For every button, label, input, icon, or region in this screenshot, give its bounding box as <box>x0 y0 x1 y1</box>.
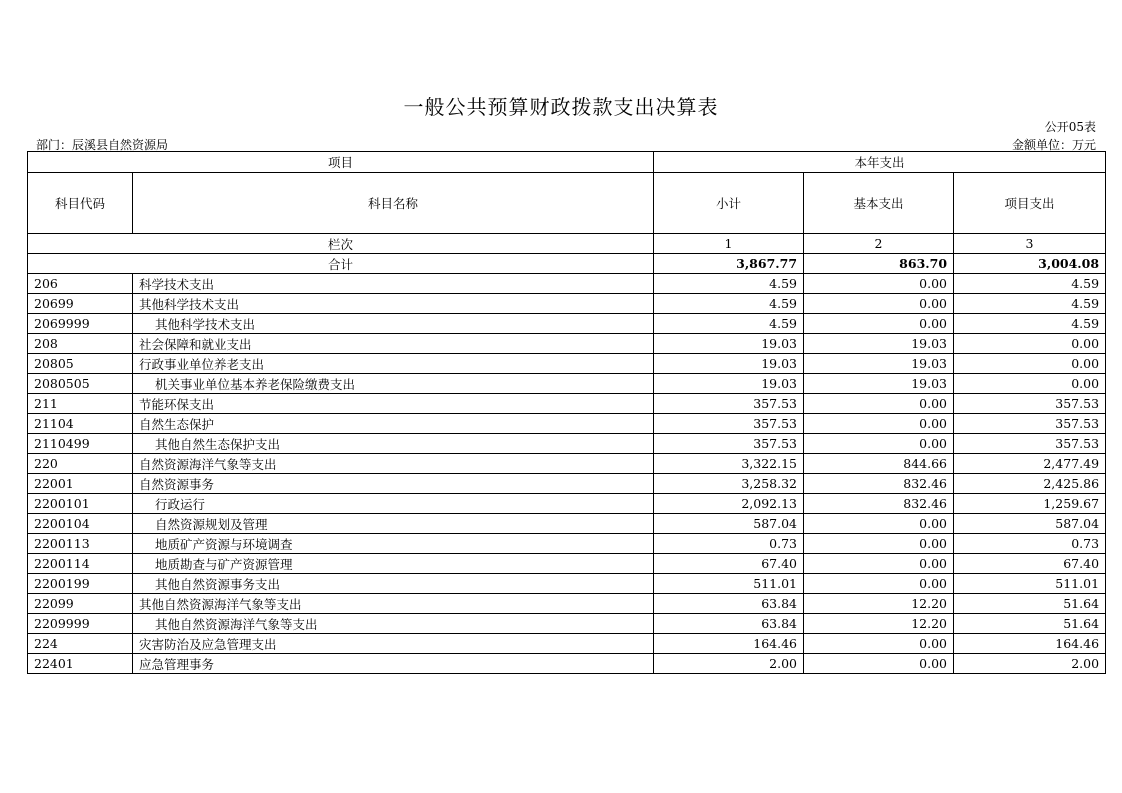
row-basic: 0.00 <box>804 514 954 534</box>
row-code: 22401 <box>28 654 133 674</box>
row-basic: 0.00 <box>804 434 954 454</box>
expenditure-table <box>27 151 1106 674</box>
row-name: 地质勘查与矿产资源管理 <box>133 554 654 574</box>
table-row <box>28 514 1106 534</box>
row-project: 2,425.86 <box>954 474 1106 494</box>
header-item: 项目 <box>28 152 654 173</box>
row-basic: 832.46 <box>804 494 954 514</box>
row-project: 1,259.67 <box>954 494 1106 514</box>
row-basic: 0.00 <box>804 294 954 314</box>
row-basic: 12.20 <box>804 614 954 634</box>
row-subtotal: 4.59 <box>654 274 804 294</box>
row-code: 2200104 <box>28 514 133 534</box>
row-subtotal: 357.53 <box>654 394 804 414</box>
header-project: 项目支出 <box>954 173 1106 234</box>
row-subtotal: 63.84 <box>654 614 804 634</box>
table-row <box>28 414 1106 434</box>
row-name: 灾害防治及应急管理支出 <box>133 634 654 654</box>
row-subtotal: 587.04 <box>654 514 804 534</box>
header-code: 科目代码 <box>28 173 133 234</box>
total-row <box>28 254 1106 274</box>
row-basic: 0.00 <box>804 534 954 554</box>
row-project: 67.40 <box>954 554 1106 574</box>
table-row <box>28 314 1106 334</box>
header-row-columns <box>28 173 1106 234</box>
row-name: 行政运行 <box>133 494 654 514</box>
row-project: 0.00 <box>954 334 1106 354</box>
row-code: 2209999 <box>28 614 133 634</box>
row-name: 其他科学技术支出 <box>133 314 654 334</box>
table-row <box>28 534 1106 554</box>
header-current-year: 本年支出 <box>654 152 1106 173</box>
row-subtotal: 63.84 <box>654 594 804 614</box>
row-project: 0.00 <box>954 354 1106 374</box>
department-label: 部门：辰溪县自然资源局 <box>36 138 169 152</box>
row-subtotal: 511.01 <box>654 574 804 594</box>
header-column-no: 栏次 <box>28 234 654 254</box>
row-basic: 19.03 <box>804 334 954 354</box>
row-project: 51.64 <box>954 614 1106 634</box>
table-row <box>28 574 1106 594</box>
row-name: 自然资源事务 <box>133 474 654 494</box>
table-row <box>28 294 1106 314</box>
row-project: 2.00 <box>954 654 1106 674</box>
row-code: 206 <box>28 274 133 294</box>
row-project: 0.73 <box>954 534 1106 554</box>
page-title: 一般公共预算财政拨款支出决算表 <box>403 95 719 119</box>
row-project: 4.59 <box>954 274 1106 294</box>
row-name: 社会保障和就业支出 <box>133 334 654 354</box>
row-name: 其他自然资源事务支出 <box>133 574 654 594</box>
row-subtotal: 2,092.13 <box>654 494 804 514</box>
row-basic: 19.03 <box>804 354 954 374</box>
row-name: 其他科学技术支出 <box>133 294 654 314</box>
row-subtotal: 357.53 <box>654 434 804 454</box>
row-basic: 0.00 <box>804 394 954 414</box>
row-code: 2069999 <box>28 314 133 334</box>
table-row <box>28 374 1106 394</box>
row-code: 22001 <box>28 474 133 494</box>
table-row <box>28 394 1106 414</box>
row-subtotal: 19.03 <box>654 374 804 394</box>
total-subtotal: 3,867.77 <box>654 254 804 274</box>
row-project: 0.00 <box>954 374 1106 394</box>
row-project: 357.53 <box>954 394 1106 414</box>
row-subtotal: 357.53 <box>654 414 804 434</box>
header-col1: 1 <box>654 234 804 254</box>
header-row-group <box>28 152 1106 173</box>
row-name: 节能环保支出 <box>133 394 654 414</box>
row-name: 自然生态保护 <box>133 414 654 434</box>
row-name: 其他自然资源海洋气象等支出 <box>133 594 654 614</box>
row-code: 21104 <box>28 414 133 434</box>
row-name: 自然资源海洋气象等支出 <box>133 454 654 474</box>
row-name: 其他自然生态保护支出 <box>133 434 654 454</box>
row-code: 20699 <box>28 294 133 314</box>
amount-unit-label: 金额单位：万元 <box>1011 138 1096 152</box>
table-row <box>28 454 1106 474</box>
row-code: 22099 <box>28 594 133 614</box>
row-code: 20805 <box>28 354 133 374</box>
total-project: 3,004.08 <box>954 254 1106 274</box>
table-row <box>28 554 1106 574</box>
row-basic: 19.03 <box>804 374 954 394</box>
row-basic: 0.00 <box>804 634 954 654</box>
row-code: 2200113 <box>28 534 133 554</box>
row-name: 应急管理事务 <box>133 654 654 674</box>
row-code: 2080505 <box>28 374 133 394</box>
total-label: 合计 <box>28 254 654 274</box>
row-code: 2200199 <box>28 574 133 594</box>
row-subtotal: 19.03 <box>654 334 804 354</box>
row-code: 2110499 <box>28 434 133 454</box>
table-row <box>28 334 1106 354</box>
row-project: 4.59 <box>954 294 1106 314</box>
table-row <box>28 474 1106 494</box>
row-code: 224 <box>28 634 133 654</box>
table-row <box>28 614 1106 634</box>
header-row-column-numbers <box>28 234 1106 254</box>
header-name: 科目名称 <box>133 173 654 234</box>
row-code: 2200101 <box>28 494 133 514</box>
row-project: 51.64 <box>954 594 1106 614</box>
table-row <box>28 494 1106 514</box>
row-basic: 0.00 <box>804 274 954 294</box>
total-basic: 863.70 <box>804 254 954 274</box>
row-subtotal: 4.59 <box>654 314 804 334</box>
row-name: 其他自然资源海洋气象等支出 <box>133 614 654 634</box>
header-basic: 基本支出 <box>804 173 954 234</box>
row-name: 地质矿产资源与环境调查 <box>133 534 654 554</box>
row-basic: 844.66 <box>804 454 954 474</box>
table-row <box>28 274 1106 294</box>
header-col2: 2 <box>804 234 954 254</box>
row-basic: 0.00 <box>804 574 954 594</box>
row-subtotal: 2.00 <box>654 654 804 674</box>
table-row <box>28 354 1106 374</box>
row-name: 行政事业单位养老支出 <box>133 354 654 374</box>
row-subtotal: 4.59 <box>654 294 804 314</box>
row-basic: 0.00 <box>804 414 954 434</box>
row-basic: 0.00 <box>804 314 954 334</box>
row-subtotal: 19.03 <box>654 354 804 374</box>
row-subtotal: 3,322.15 <box>654 454 804 474</box>
row-subtotal: 0.73 <box>654 534 804 554</box>
row-code: 211 <box>28 394 133 414</box>
row-project: 164.46 <box>954 634 1106 654</box>
row-project: 4.59 <box>954 314 1106 334</box>
row-project: 357.53 <box>954 434 1106 454</box>
row-code: 208 <box>28 334 133 354</box>
row-project: 587.04 <box>954 514 1106 534</box>
row-name: 机关事业单位基本养老保险缴费支出 <box>133 374 654 394</box>
table-row <box>28 434 1106 454</box>
form-number: 公开05表 <box>1044 120 1096 134</box>
header-subtotal: 小计 <box>654 173 804 234</box>
table-row <box>28 654 1106 674</box>
row-project: 2,477.49 <box>954 454 1106 474</box>
row-basic: 12.20 <box>804 594 954 614</box>
row-basic: 832.46 <box>804 474 954 494</box>
table-row <box>28 634 1106 654</box>
row-subtotal: 3,258.32 <box>654 474 804 494</box>
row-project: 357.53 <box>954 414 1106 434</box>
row-name: 自然资源规划及管理 <box>133 514 654 534</box>
row-subtotal: 67.40 <box>654 554 804 574</box>
row-basic: 0.00 <box>804 654 954 674</box>
row-basic: 0.00 <box>804 554 954 574</box>
table-row <box>28 594 1106 614</box>
header-col3: 3 <box>954 234 1106 254</box>
row-name: 科学技术支出 <box>133 274 654 294</box>
row-project: 511.01 <box>954 574 1106 594</box>
row-code: 220 <box>28 454 133 474</box>
row-subtotal: 164.46 <box>654 634 804 654</box>
row-code: 2200114 <box>28 554 133 574</box>
